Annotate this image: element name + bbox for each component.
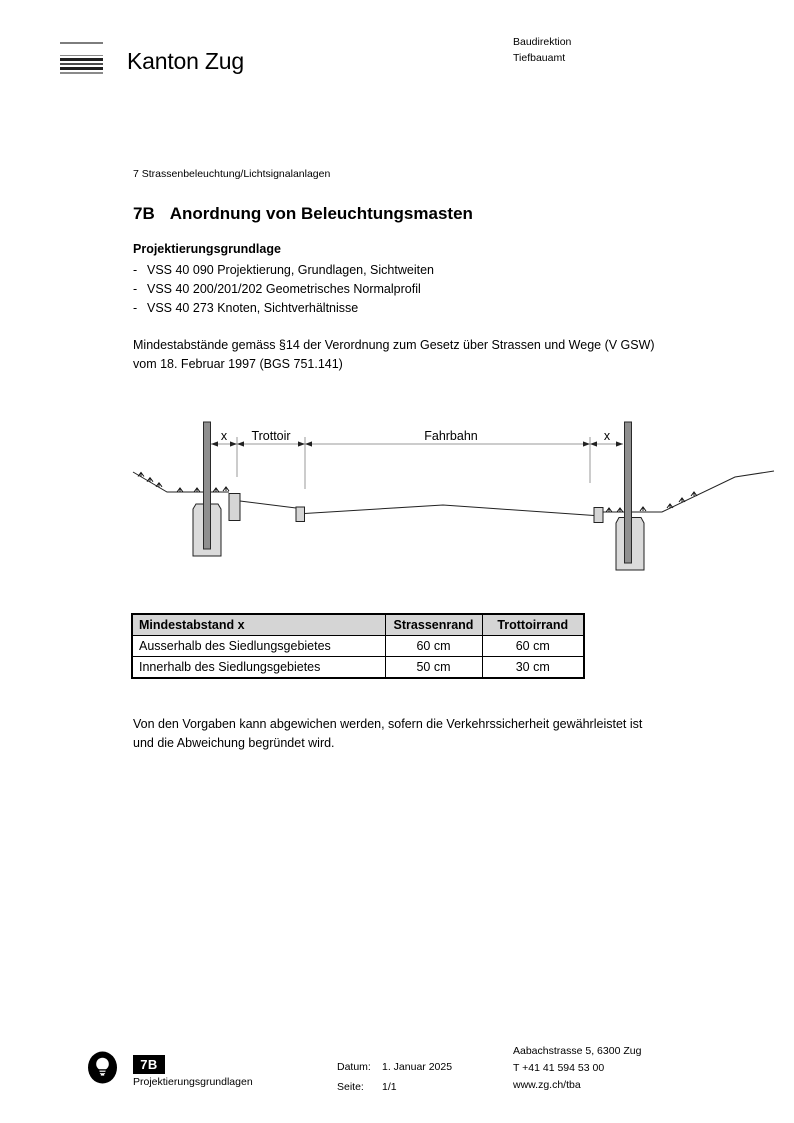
address-website: www.zg.ch/tba bbox=[513, 1079, 581, 1091]
dim-label-x-left: x bbox=[220, 429, 228, 443]
dim-label-fahrbahn: Fahrbahn bbox=[424, 429, 478, 443]
doc-name: Projektierungsgrundlagen bbox=[133, 1076, 253, 1088]
bullet-text: VSS 40 273 Knoten, Sichtverhältnisse bbox=[147, 301, 359, 315]
bullet-text: VSS 40 090 Projektierung, Grundlagen, Sichtweiten bbox=[147, 263, 434, 277]
section-heading: Projektierungsgrundlage bbox=[133, 242, 281, 256]
intro-line: vom 18. Februar 1997 (BGS 751.141) bbox=[133, 357, 343, 371]
chapter-line: 7 Strassenbeleuchtung/Lichtsignalanlagen bbox=[133, 168, 331, 180]
bullet-list bbox=[133, 261, 434, 318]
bullet-dash: - bbox=[133, 301, 138, 315]
bullet-text: VSS 40 200/201/202 Geometrisches Normalprofil bbox=[147, 282, 421, 296]
min-distance-table bbox=[131, 613, 585, 679]
dim-label-x-right: x bbox=[603, 429, 611, 443]
date-value: 1. Januar 2025 bbox=[382, 1061, 453, 1073]
table-header-mindestabstand: Mindestabstand x bbox=[132, 614, 385, 636]
table-header-row bbox=[132, 614, 584, 636]
row-value: 60 cm bbox=[385, 636, 482, 657]
lighting-mast-right bbox=[625, 422, 632, 563]
intro-paragraph bbox=[133, 336, 655, 374]
address-street: Aabachstrasse 5, 6300 Zug bbox=[513, 1045, 642, 1057]
closing-line: und die Abweichung begründet wird. bbox=[133, 736, 335, 750]
kanton-zug-logo-icon bbox=[60, 42, 103, 74]
curb-stones bbox=[229, 494, 603, 523]
page-value: 1/1 bbox=[382, 1081, 397, 1093]
dimension-line bbox=[211, 437, 623, 489]
row-value: 50 cm bbox=[385, 657, 482, 679]
dim-label-trottoir: Trottoir bbox=[251, 429, 291, 443]
doc-code-badge: 7B bbox=[133, 1055, 165, 1074]
table-header-trottoirrand: Trottoirrand bbox=[482, 614, 584, 636]
bullet-item bbox=[133, 261, 434, 280]
bullet-dash: - bbox=[133, 263, 138, 277]
intro-line: Mindestabstände gemäss §14 der Verordnung zum Gesetz über Strassen und Wege (V GSW) bbox=[133, 338, 655, 352]
page-label: Seite: bbox=[337, 1081, 364, 1093]
page-title bbox=[133, 204, 473, 224]
bullet-item bbox=[133, 280, 434, 299]
meta-labels bbox=[337, 1057, 371, 1097]
closing-paragraph bbox=[133, 715, 642, 753]
org-department: Baudirektion bbox=[513, 36, 572, 48]
table-row bbox=[132, 657, 584, 679]
row-label: Ausserhalb des Siedlungsgebietes bbox=[132, 636, 385, 657]
title-number: 7B bbox=[133, 204, 155, 223]
title-text: Anordnung von Beleuchtungsmasten bbox=[169, 204, 473, 223]
address-phone: T +41 41 594 53 00 bbox=[513, 1062, 605, 1074]
lighting-mast-left bbox=[204, 422, 211, 549]
bullet-item bbox=[133, 299, 434, 318]
org-office: Tiefbauamt bbox=[513, 51, 566, 64]
row-value: 30 cm bbox=[482, 657, 584, 679]
address-block bbox=[513, 1043, 641, 1094]
road-cross-section-diagram bbox=[120, 408, 780, 598]
brand-wordmark: Kanton Zug bbox=[127, 48, 244, 74]
lightbulb-icon bbox=[87, 1051, 118, 1086]
meta-values bbox=[382, 1057, 452, 1097]
table-header-strassenrand: Strassenrand bbox=[385, 614, 482, 636]
row-label: Innerhalb des Siedlungsgebietes bbox=[132, 657, 385, 679]
row-value: 60 cm bbox=[482, 636, 584, 657]
table-row bbox=[132, 636, 584, 657]
date-label: Datum: bbox=[337, 1061, 371, 1073]
closing-line: Von den Vorgaben kann abgewichen werden, sofern die Verkehrssicherheit gewährleistet ist bbox=[133, 717, 643, 731]
org-block bbox=[513, 35, 571, 66]
bullet-dash: - bbox=[133, 282, 138, 296]
